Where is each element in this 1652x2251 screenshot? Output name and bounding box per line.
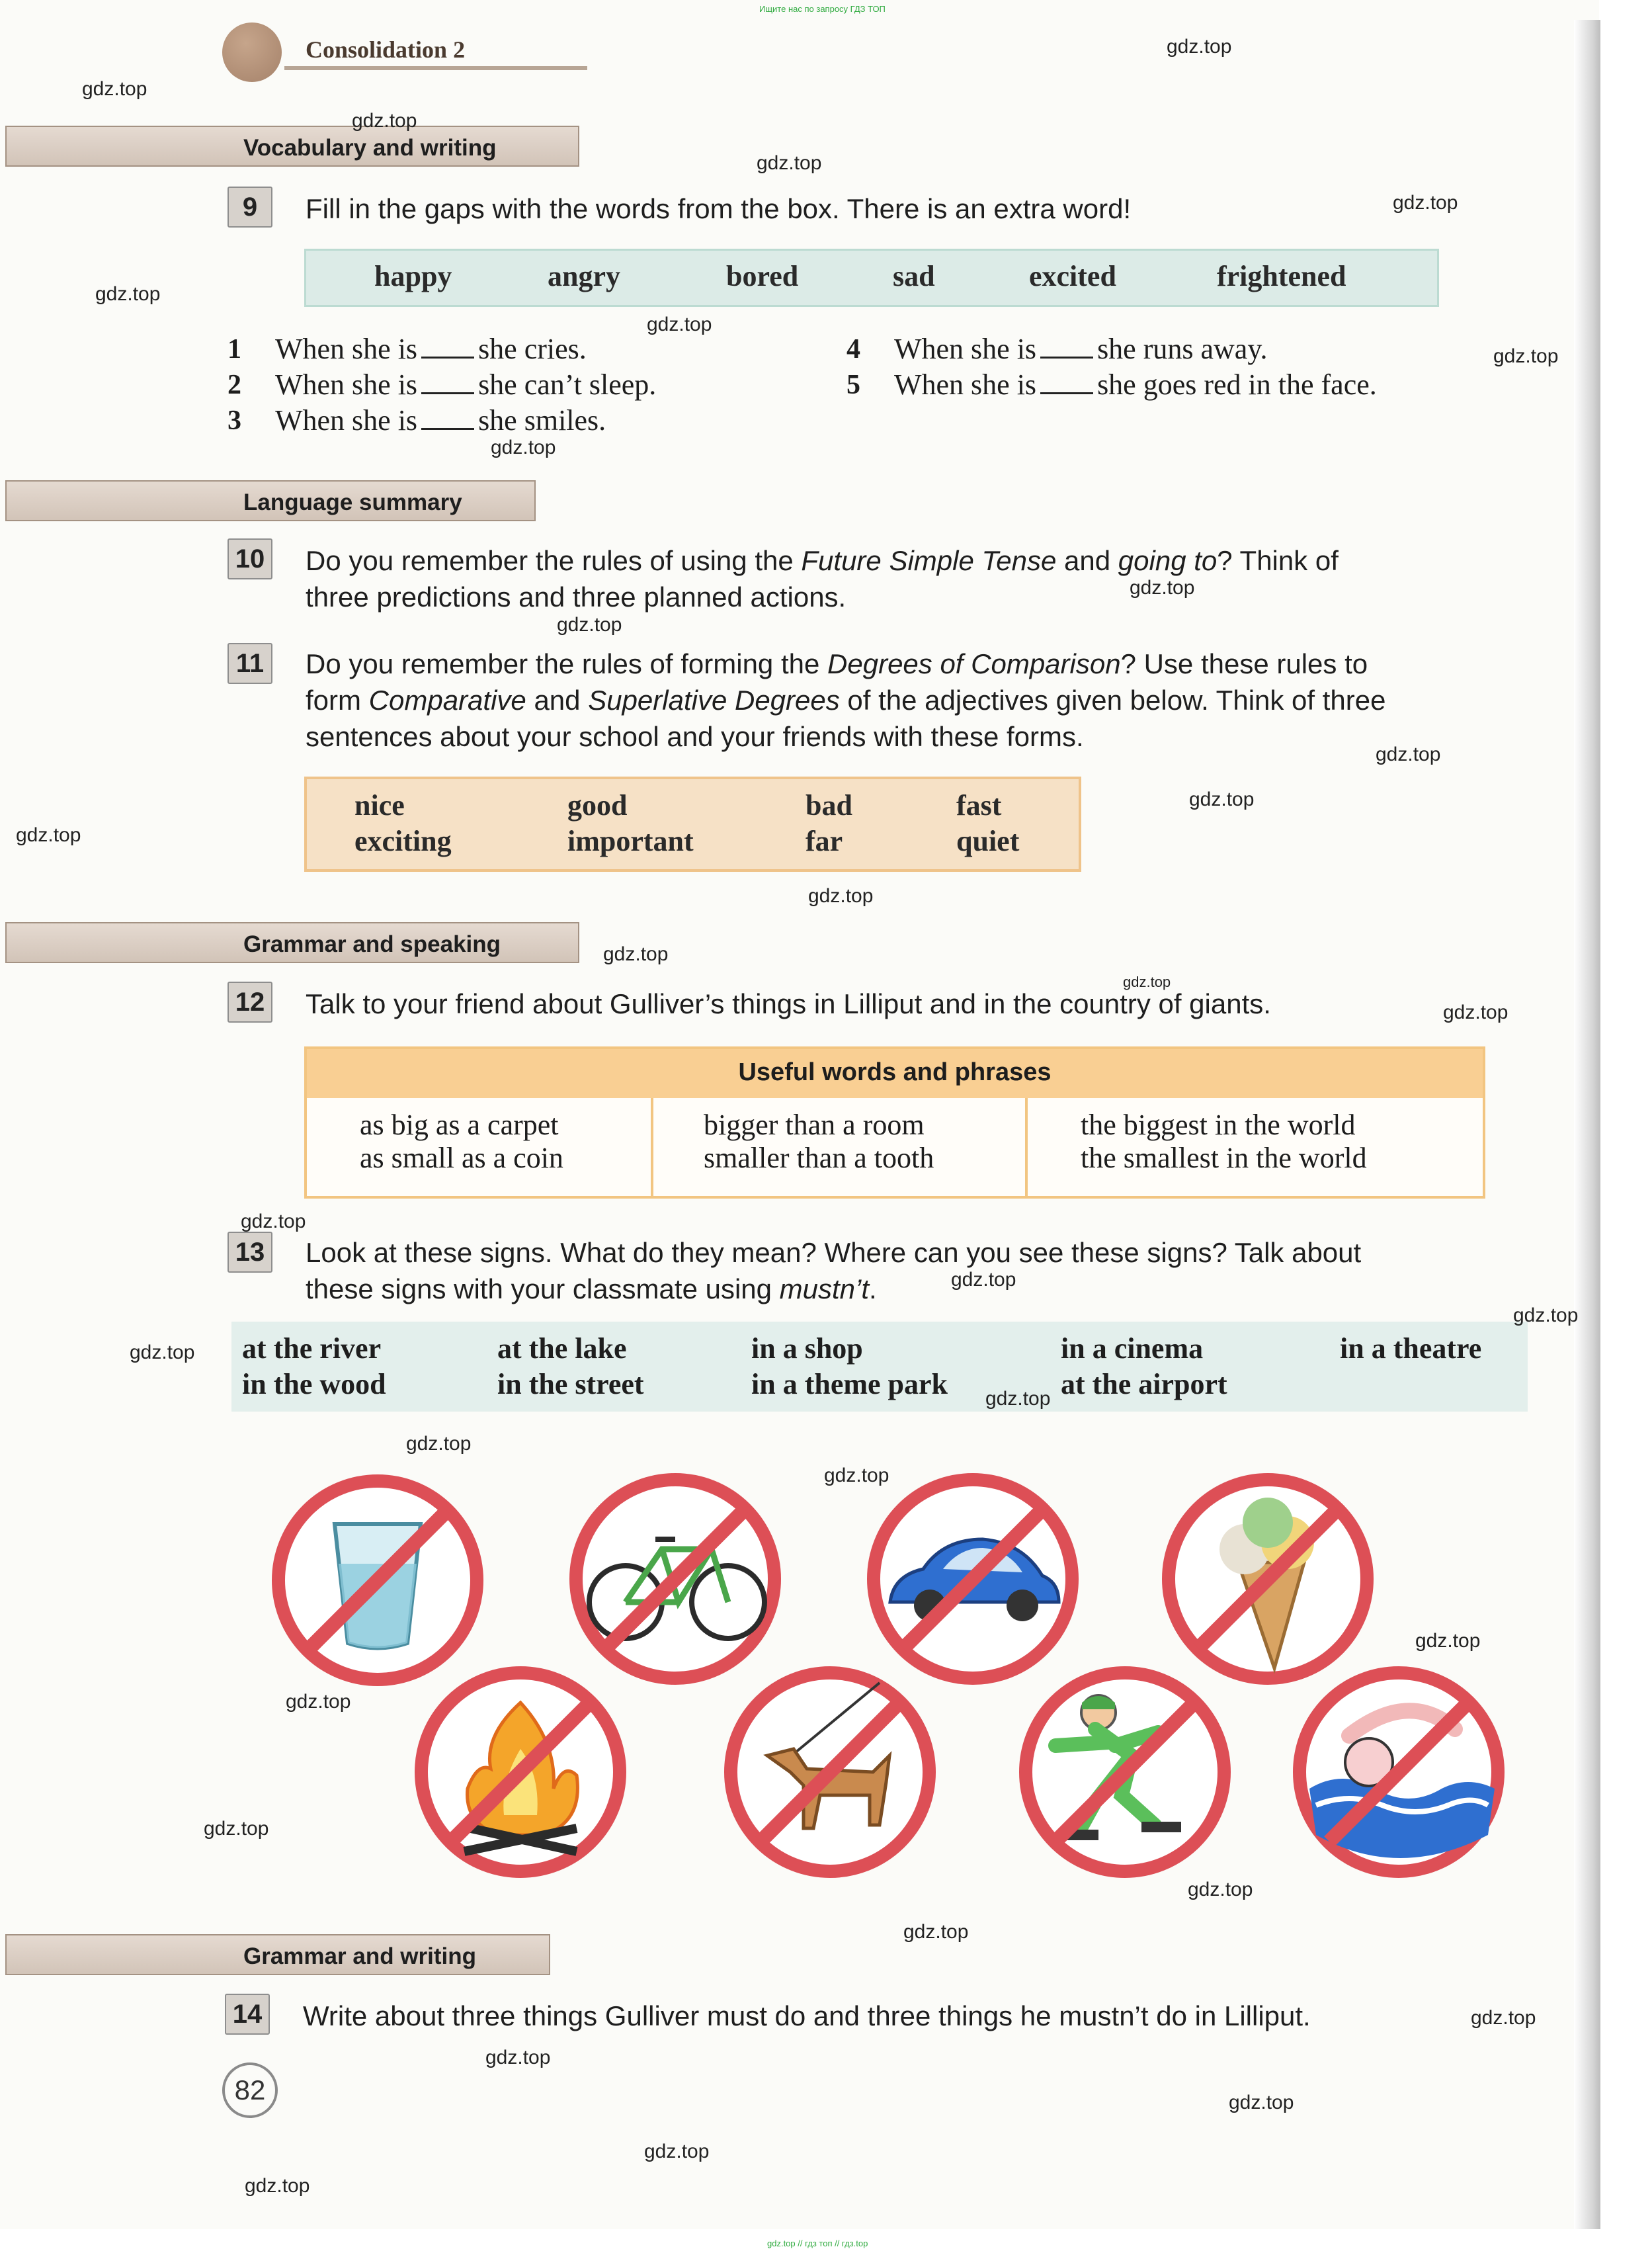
column-divider <box>1025 1098 1028 1199</box>
adjective: exciting <box>354 825 452 857</box>
section-banner-grammar-writing <box>5 1934 550 1975</box>
exercise-number: 10 <box>227 538 272 579</box>
useful-phrases-box <box>304 1046 1485 1199</box>
useful-phrases-header: Useful words and phrases <box>307 1049 1483 1098</box>
drink-icon <box>268 1471 487 1689</box>
gap-sentence: When she is she goes red in the face. <box>894 368 1377 401</box>
watermark: gdz.top <box>557 614 622 636</box>
exercise-instruction: Do you remember the rules of using the Future Simple Tense and going to? Think of three predictions and three planned actions. <box>306 545 1339 613</box>
place-group: in a theatre <box>1340 1332 1482 1365</box>
watermark: gdz.top <box>1513 1304 1579 1326</box>
top-note: Ищите нас по запросу ГДЗ ТОП <box>759 4 886 14</box>
dog-icon <box>721 1663 939 1881</box>
watermark: gdz.top <box>647 314 712 335</box>
adjective: good <box>567 789 628 822</box>
phrase-cell: bigger than a room smaller than a tooth <box>704 1109 934 1174</box>
watermark: gdz.top <box>1415 1630 1481 1652</box>
place-group: at the lake in the street <box>497 1332 644 1400</box>
adjective: fast <box>956 789 1002 822</box>
place-group: in a cinema at the airport <box>1061 1332 1227 1400</box>
title-underline <box>284 66 587 70</box>
gap-sentence: When she is she runs away. <box>894 333 1268 365</box>
watermark: gdz.top <box>491 437 556 458</box>
exercise-instruction: Look at these signs. What do they mean? Where can you see these signs? Talk about these signs with your classmate using mustn’t. <box>306 1237 1362 1304</box>
item-number: 5 <box>847 370 860 400</box>
item-number: 3 <box>227 405 241 436</box>
watermark: gdz.top <box>406 1433 472 1455</box>
watermark: gdz.top <box>824 1465 889 1486</box>
adjective: important <box>567 825 694 857</box>
watermark: gdz.top <box>1471 2007 1536 2029</box>
bicycle-icon <box>566 1470 784 1688</box>
phrase-cell: the biggest in the world the smallest in the world <box>1081 1109 1367 1174</box>
gap-sentence: When she is she smiles. <box>275 404 606 437</box>
adjective: bad <box>805 789 852 822</box>
watermark: gdz.top <box>1167 36 1232 58</box>
exercise-number: 12 <box>227 982 272 1023</box>
section-banner-language <box>5 480 536 521</box>
section-title: Vocabulary and writing <box>243 135 497 161</box>
watermark: gdz.top <box>1130 577 1195 599</box>
bottom-note: gdz.top // гдз топ // гдз.top <box>767 2238 868 2248</box>
watermark: gdz.top <box>903 1921 969 1943</box>
phrase-cell: as big as a carpet as small as a coin <box>360 1109 563 1174</box>
watermark: gdz.top <box>1493 345 1559 367</box>
word: excited <box>1029 260 1116 292</box>
section-title: Grammar and writing <box>243 1943 477 1969</box>
exercise-number: 14 <box>225 1994 270 2035</box>
watermark: gdz.top <box>1229 2092 1294 2113</box>
item-number: 1 <box>227 334 241 364</box>
watermark: gdz.top <box>1443 1001 1508 1023</box>
watermark: gdz.top <box>485 2047 551 2068</box>
watermark: gdz.top <box>286 1691 351 1713</box>
watermark: gdz.top <box>1376 743 1441 765</box>
item-number: 4 <box>847 334 860 364</box>
adjective: quiet <box>956 825 1020 857</box>
watermark: gdz.top <box>95 283 161 305</box>
watermark: gdz.top <box>245 2175 310 2197</box>
word: angry <box>548 260 620 292</box>
section-banner-grammar-speaking <box>5 922 579 963</box>
section-title: Language summary <box>243 489 462 515</box>
watermark: gdz.top <box>985 1388 1051 1410</box>
word: happy <box>374 260 452 292</box>
item-number: 2 <box>227 370 241 400</box>
car-icon <box>864 1470 1082 1688</box>
watermark: gdz.top <box>1393 192 1458 214</box>
exercise-instruction: Talk to your friend about Gulliver’s things in Lilliput and in the country of giants. <box>306 988 1271 1019</box>
page-title: Consolidation 2 <box>306 36 466 63</box>
place-group: at the river in the wood <box>242 1332 386 1400</box>
section-title: Grammar and speaking <box>243 931 501 957</box>
watermark: gdz.top <box>204 1818 269 1840</box>
section-banner-vocab <box>5 126 579 167</box>
watermark: gdz.top <box>16 824 81 846</box>
word: bored <box>726 260 799 292</box>
place-group: in a shop in a theme park <box>751 1332 948 1400</box>
exercise-number: 11 <box>227 643 272 684</box>
watermark: gdz.top <box>1189 788 1255 810</box>
page-edge-shadow <box>1574 20 1600 2229</box>
word: frightened <box>1217 260 1346 292</box>
watermark: gdz.top <box>644 2141 710 2162</box>
header-circle <box>222 22 282 82</box>
watermark: gdz.top <box>1188 1879 1253 1900</box>
gap-sentence: When she is she can’t sleep. <box>275 368 657 401</box>
watermark: gdz.top <box>603 943 669 965</box>
exercise-number: 9 <box>227 187 272 228</box>
watermark: gdz.top <box>130 1341 195 1363</box>
exercise-instruction: Write about three things Gulliver must do and three things he mustn’t do in Lilliput. <box>303 2000 1311 2031</box>
exercise-instruction: Do you remember the rules of forming the Degrees of Comparison? Use these rules to form Comparative and Superlative Degrees of the adjectives given below. Think of three sentences about your school and your friends with these forms. <box>306 648 1386 752</box>
exercise-instruction: Fill in the gaps with the words from the box. There is an extra word! <box>306 193 1132 224</box>
column-divider <box>651 1098 653 1199</box>
watermark: gdz.top <box>352 110 417 132</box>
adjective: far <box>805 825 843 857</box>
watermark: gdz.top <box>757 152 822 174</box>
watermark: gdz.top <box>951 1269 1016 1291</box>
watermark: gdz.top <box>808 885 874 907</box>
watermark: gdz.top <box>82 78 147 100</box>
watermark: gdz.top <box>1123 974 1171 990</box>
fire-icon <box>411 1663 630 1881</box>
roller-skater-icon <box>1016 1663 1234 1881</box>
ice-cream-icon <box>1159 1470 1377 1688</box>
exercise-number: 13 <box>227 1232 272 1273</box>
watermark: gdz.top <box>241 1210 306 1232</box>
swimmer-icon <box>1290 1663 1508 1881</box>
page-number: 82 <box>222 2062 278 2118</box>
adjective: nice <box>354 789 405 822</box>
gap-sentence: When she is she cries. <box>275 333 587 365</box>
word: sad <box>893 260 935 292</box>
